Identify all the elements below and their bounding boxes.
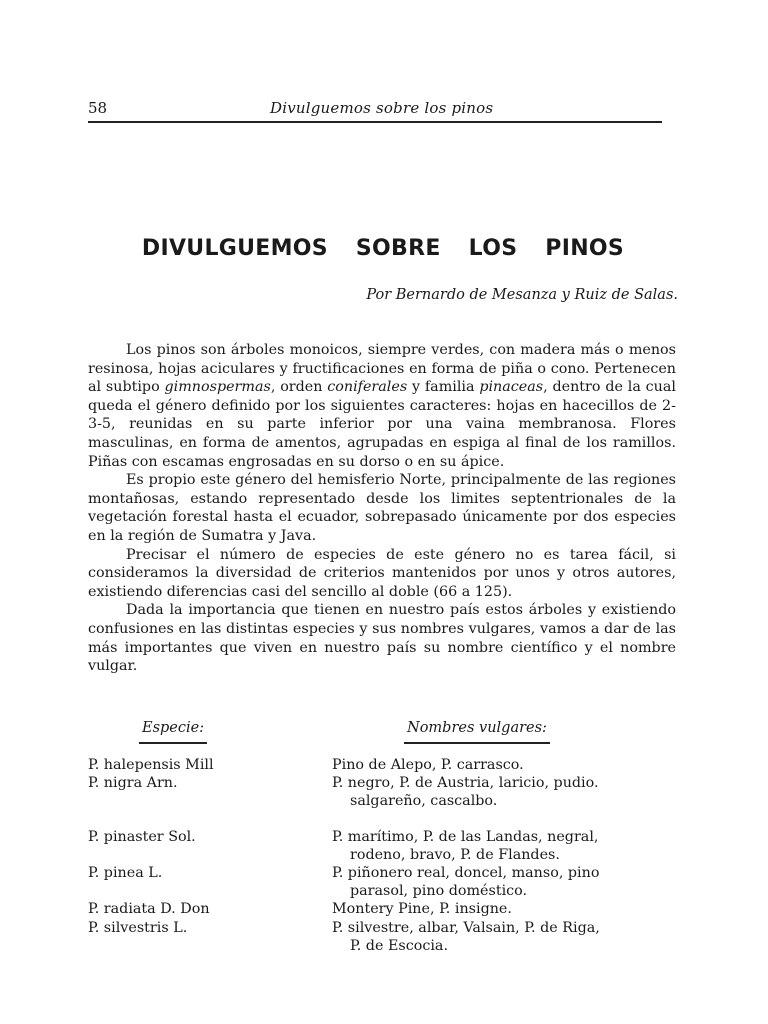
- paragraph-2: Es propio este género del hemisferio Norte, principalmente de las regiones montañosas, estando representado desde los limites septentrionales de la vegetación forestal hasta el ecuador, sobrepasado únicamente por dos especies en la región de Sumatra y Java.: [88, 472, 676, 544]
- table-row: [88, 864, 668, 900]
- page-number: 58: [88, 99, 108, 117]
- article-body: [88, 341, 676, 676]
- page-header: [88, 97, 662, 123]
- species-column-header: Especie:: [139, 720, 207, 744]
- table-row: [88, 756, 668, 774]
- species-table: [88, 756, 668, 955]
- table-row: [88, 774, 668, 810]
- term-pinaceas: pinaceas: [479, 379, 544, 396]
- term-gimnospermas: gimnospermas: [164, 379, 271, 396]
- article-author: Por Bernardo de Mesanza y Ruiz de Salas.: [366, 287, 678, 303]
- table-row: [88, 900, 668, 918]
- species-name: P. nigra Arn.: [88, 775, 178, 792]
- table-row: [88, 828, 668, 864]
- running-title: Divulguemos sobre los pinos: [270, 99, 494, 117]
- term-coniferales: coniferales: [327, 379, 408, 396]
- species-name: P. halepensis Mill: [88, 757, 214, 773]
- common-names: P. marítimo, P. de las Landas, negral, rodeno, bravo, P. de Flandes.: [332, 828, 599, 863]
- species-name: P. pinea L.: [88, 865, 163, 882]
- species-name: P. pinaster Sol.: [88, 828, 196, 845]
- species-name: P. silvestris L.: [88, 919, 188, 936]
- species-name: P. radiata D. Don: [88, 901, 210, 918]
- common-names: P. negro, P. de Austria, laricio, pudio. salgareño, cascalbo.: [332, 775, 599, 810]
- table-row: [88, 919, 668, 955]
- common-names: P. silvestre, albar, Valsain, P. de Riga, P. de Escocia.: [332, 919, 600, 954]
- article-title: DIVULGUEMOS SOBRE LOS PINOS: [141, 236, 625, 261]
- common-names-column-header: Nombres vulgares:: [404, 720, 550, 744]
- common-names: P. piñonero real, doncel, manso, pino parasol, pino doméstico.: [332, 865, 600, 900]
- common-names: Montery Pine, P. insigne.: [332, 901, 512, 918]
- paragraph-4: Dada la importancia que tienen en nuestro país estos árboles y existiendo confusiones en las distintas especies y sus nombres vulgares, vamos a dar de las más importantes que viven en nuestro país su nombre científico y el nombre vulgar.: [88, 602, 676, 675]
- common-names: Pino de Alepo, P. carrasco.: [332, 757, 524, 773]
- paragraph-3: Precisar el número de especies de este género no es tarea fácil, si consideramos la diversidad de criterios mantenidos por unos y otros autores, existiendo diferencias casi del sencillo al doble (66 a 125).: [88, 546, 676, 600]
- paragraph-1: Los pinos son árboles monoicos, siempre verdes, con madera más o menos resinosa, hojas aciculares y fructificaciones en forma de piña o cono. Pertenecen al subtipo gimnospermas, orden coniferales y familia pinaceas, dentro de la cual queda el género definido por los siguientes caracteres: hojas en hacecillos de 2-3-5, reunidas en su parte inferior por una vaina membranosa. Flores masculinas, en forma de amentos, agrupadas en espiga al final de los ramillos. Piñas con escamas engrosadas en su dorso o en su ápice.: [88, 342, 676, 470]
